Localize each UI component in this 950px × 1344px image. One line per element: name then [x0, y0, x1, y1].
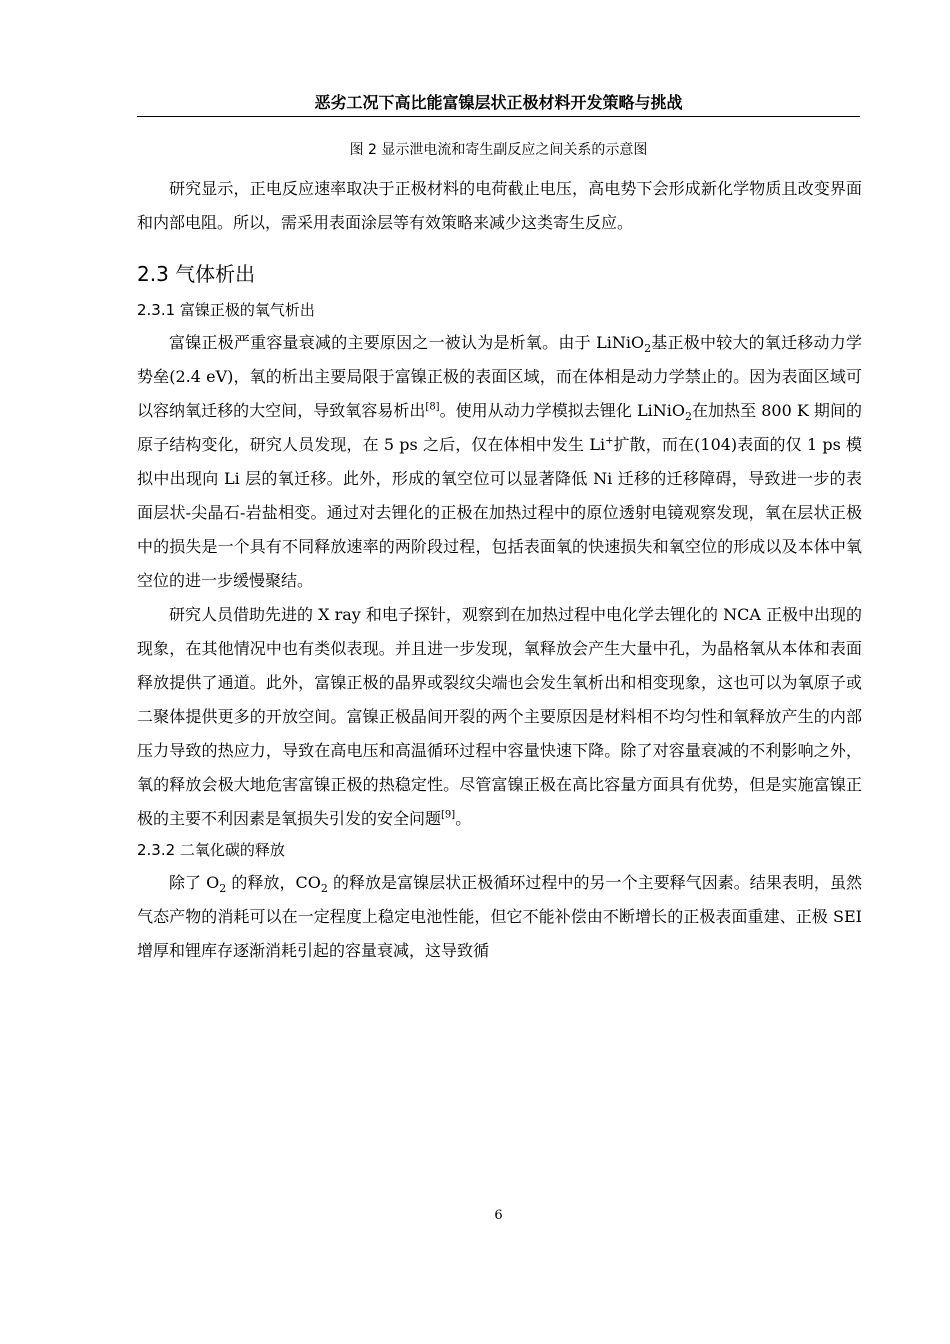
text-run: 研究人员借助先进的 X ray 和电子探针，观察到在加热过程中电化学去锂化的 NCA 正极中出现的现象，在其他情况中也有类似表现。并且进一步发现，氧释放会产生大量中孔，为晶格氧从本体和表面释放提供了通道。此外，富镍正极的晶界或裂纹尖端也会发生氧析出和相变现象，这也可以为氧原子或二聚体提供更多的开放空间。富镍正极晶间开裂的两个主要原因是材料相不均匀性和氧释放产生的内部压力导致的热应力，导致在高电压和高温循环过程中容量快速下降。除了对容量衰减的不利影响之外，氧的释放会极大地危害富镍正极的热稳定性。尽管富镍正极在高比容量方面具有优势，但是实施富镍正极的主要不利因素是氧损失引发的安全问题 [137, 605, 862, 828]
text-run: 在加热至 800 K 期间的原子结构变化，研究人员发现，在 5 ps 之后，仅在体相中发生 Li [137, 401, 862, 454]
section-heading-2-3-1: 2.3.1 富镍正极的氧气析出 [137, 301, 315, 319]
subscript: 2 [684, 410, 692, 424]
citation-ref[interactable]: [8] [425, 401, 440, 413]
text-run: 。使用从动力学模拟去锂化 LiNiO [439, 401, 685, 420]
text-run: 。 [455, 809, 472, 828]
paragraph-xray-observation [137, 598, 862, 836]
section-heading-2-3: 2.3 气体析出 [137, 262, 256, 286]
text-run: 的释放是富镍层状正极循环过程中的另一个主要释气因素。结果表明，虽然气态产物的消耗可以在一定程度上稳定电池性能，但它不能补偿由不断增长的正极表面重建、正极 SEI 增厚和锂库存逐渐消耗引起的容量衰减，这导致循 [137, 873, 862, 960]
section-heading-2-3-2: 2.3.2 二氧化碳的释放 [137, 841, 285, 859]
subscript: 2 [219, 882, 227, 896]
text-run: 扩散，而在(104)表面的仅 1 ps 模拟中出现向 Li 层的氧迁移。此外，形成的氧空位可以显著降低 Ni 迁移的迁移障碍，导致进一步的表面层状-尖晶石-岩盐相变。通过对去锂化的正极在加热过程中的原位透射电镜观察发现，氧在层状正极中的损失是一个具有不同释放速率的两阶段过程，包括表面氧的快速损失和氧空位的形成以及本体中氧空位的进一步缓慢聚结。 [137, 435, 862, 590]
superscript: + [605, 435, 614, 447]
paragraph-intro: 研究显示，正电反应速率取决于正极材料的电荷截止电压，高电势下会形成新化学物质且改变界面和内部电阻。所以，需采用表面涂层等有效策略来减少这类寄生反应。 [137, 179, 862, 232]
header-rule [137, 116, 860, 117]
page-number: 6 [494, 1208, 503, 1223]
subscript: 2 [320, 882, 328, 896]
text-run: 基正极中较大的氧迁移动力学势垒(2.4 eV)，氧的析出主要局限于富镍正极的表面区域，而在体相是动力学禁止的。因为表面区域可以容纳氧迁移的大空间，导致氧容易析出 [137, 333, 862, 420]
text-run: 富镍正极严重容量衰减的主要原因之一被认为是析氧。由于 LiNiO [169, 333, 645, 352]
paragraph-oxygen-release [137, 326, 862, 598]
subscript: 2 [644, 342, 652, 356]
text-run: 除了 O [169, 873, 220, 892]
text-run: 的释放，CO [226, 873, 321, 892]
citation-ref[interactable]: [9] [441, 809, 456, 821]
running-header: 恶劣工况下高比能富镍层状正极材料开发策略与挑战 [314, 93, 683, 112]
body-content [137, 172, 862, 968]
paragraph-co2-release [137, 866, 862, 968]
figure-caption: 图 2 显示泄电流和寄生副反应之间关系的示意图 [349, 142, 648, 158]
